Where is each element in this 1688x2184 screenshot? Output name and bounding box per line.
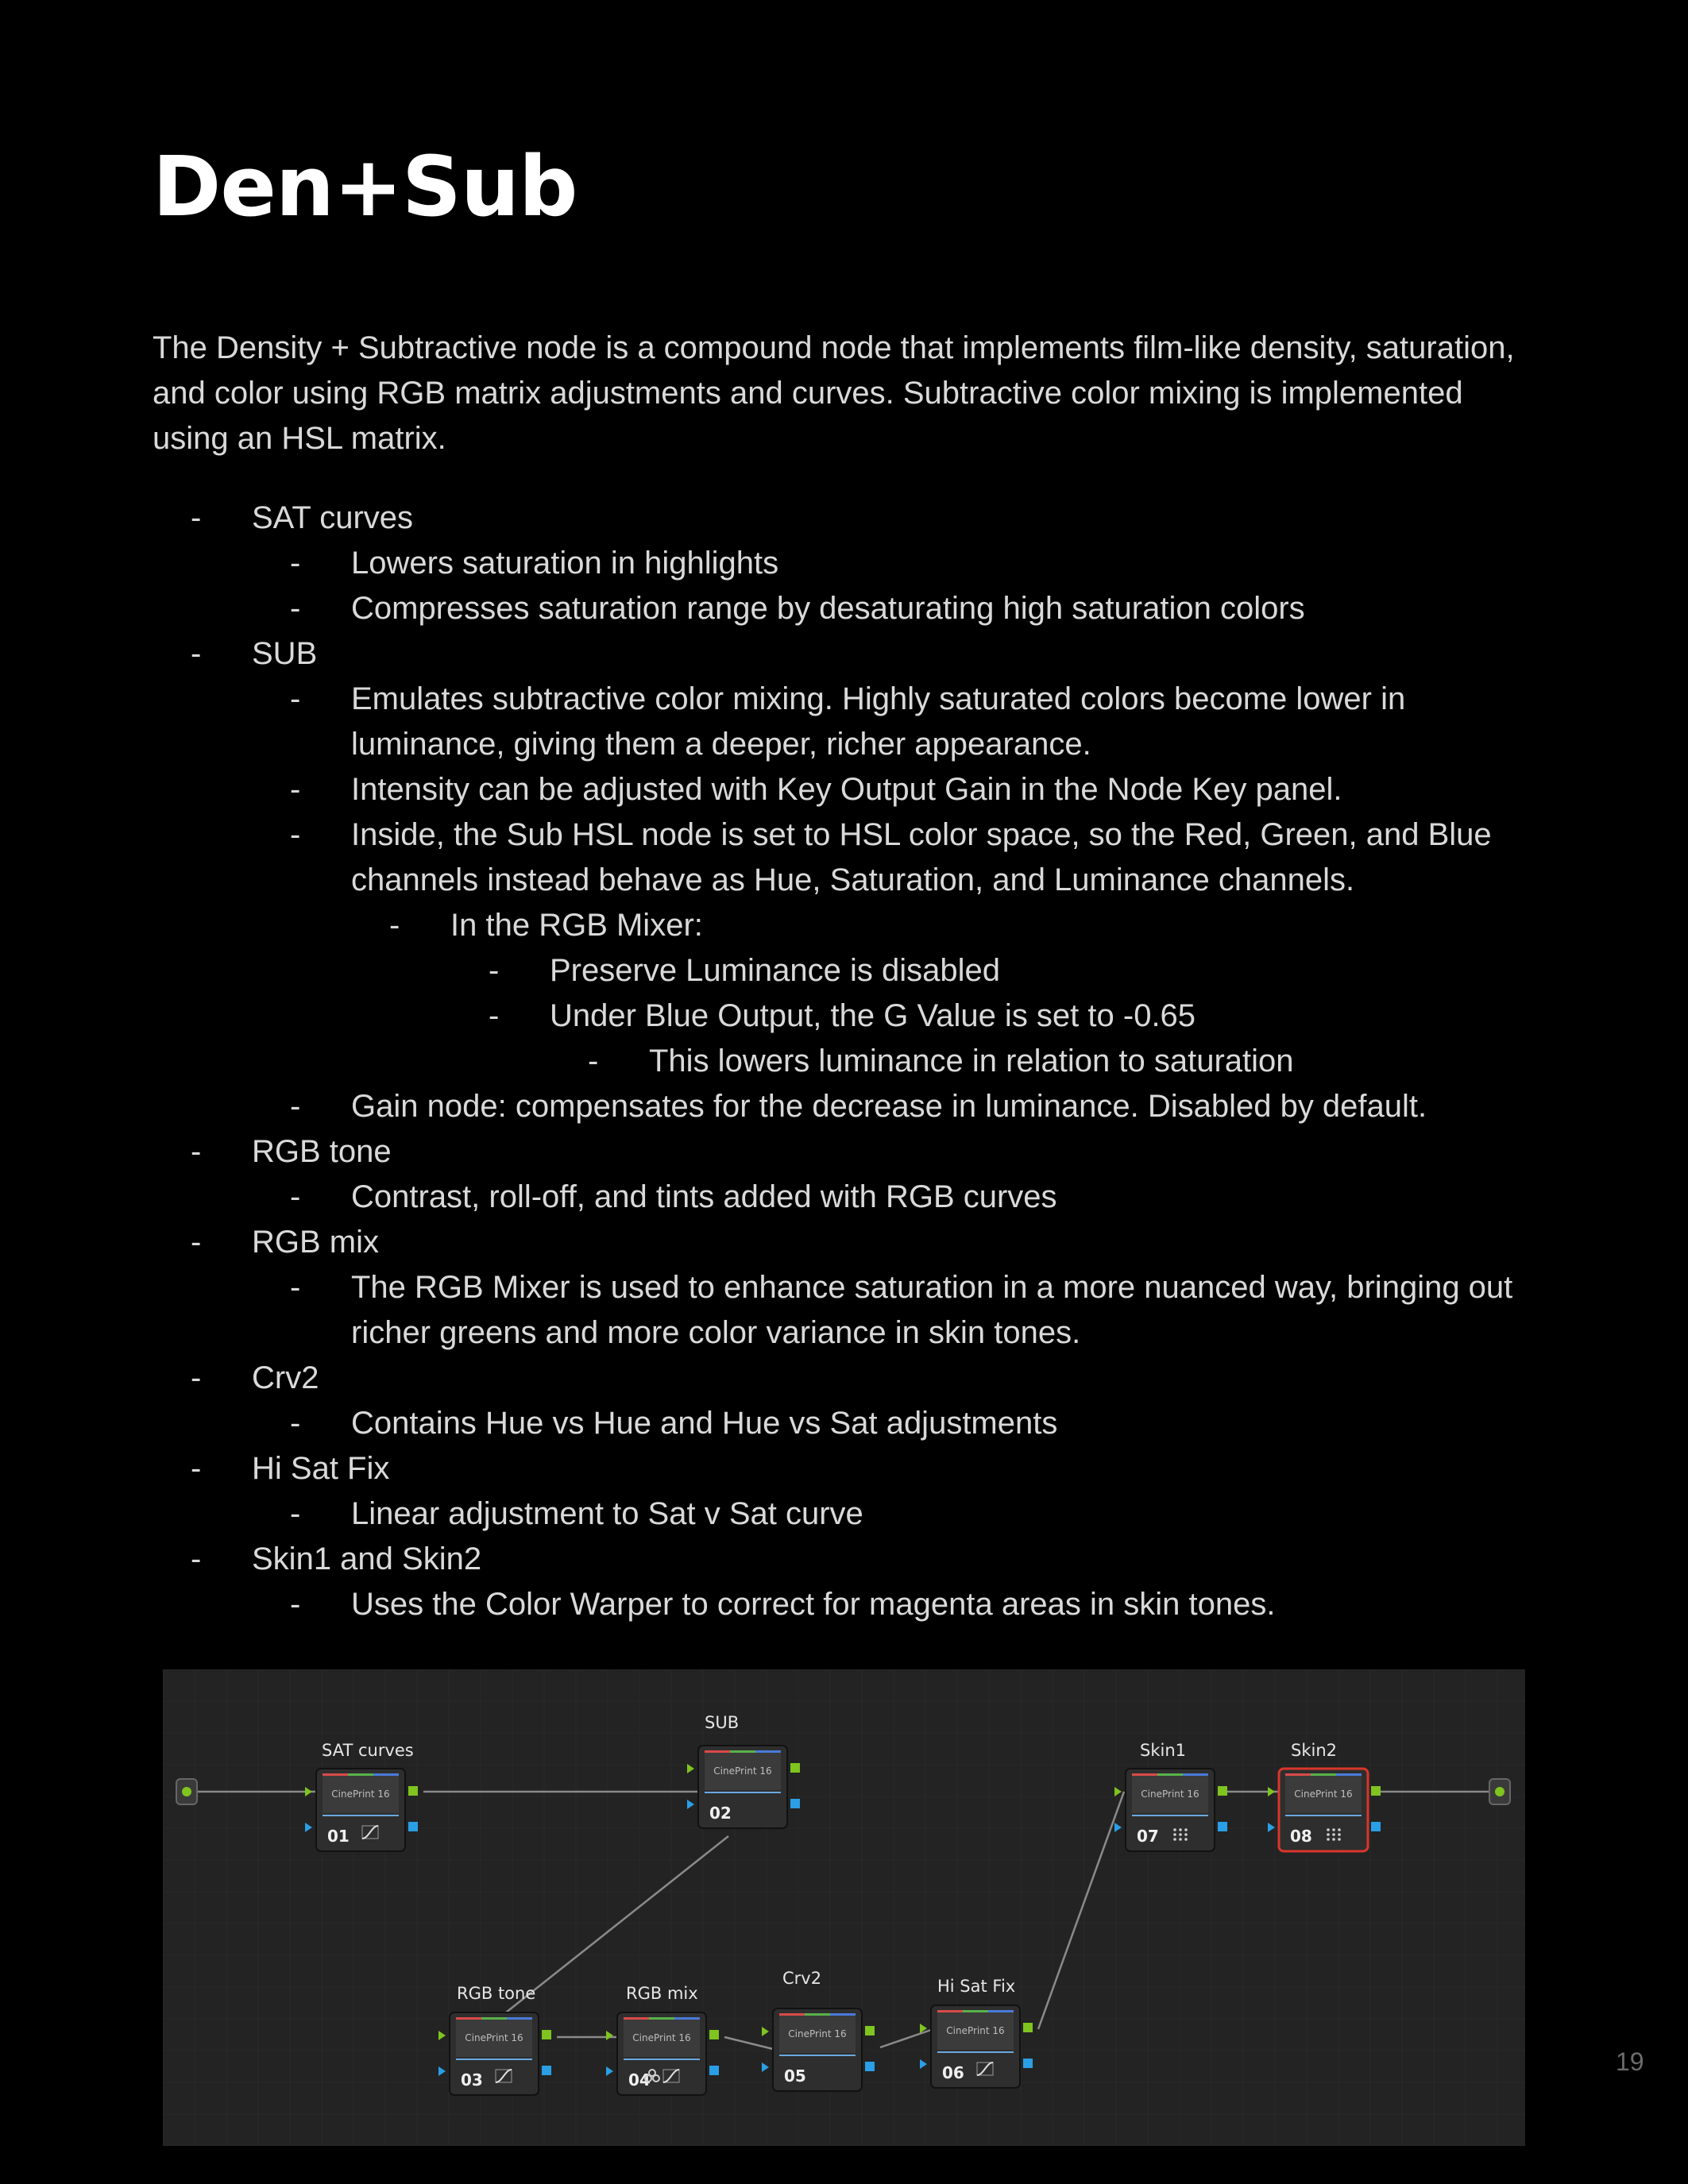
outline-item — [153, 1537, 1535, 1582]
node-channel-bar — [830, 2013, 856, 2016]
outline-item — [153, 994, 1535, 1039]
warper-dot — [1327, 1833, 1330, 1836]
warper-dot — [1173, 1828, 1176, 1831]
bullet-dash: - — [290, 681, 301, 716]
outline-item-text: SAT curves — [252, 500, 414, 535]
outline-item — [153, 586, 1535, 631]
outline-item — [153, 1356, 1535, 1401]
outline-item — [153, 1129, 1535, 1175]
output-port-rgb — [709, 2030, 719, 2039]
node-channel-bar — [323, 1773, 348, 1776]
node-lut-label: CinePrint 16 — [632, 2032, 691, 2043]
graph-terminal-dot — [182, 1787, 191, 1796]
outline-item-text: SUB — [252, 636, 318, 671]
warper-dot — [1184, 1838, 1188, 1841]
warper-dot — [1173, 1838, 1176, 1841]
intro-paragraph: The Density + Subtractive node is a compound node that implements film-like density, saturation, and color using RGB matrix adjustments and curves. Subtractive color mixing is implemented using an HSL matrix. — [153, 330, 1515, 456]
outline-item — [153, 1084, 1535, 1129]
outline-item — [153, 948, 1535, 994]
warper-dot — [1327, 1838, 1330, 1841]
output-port-rgb — [865, 2026, 875, 2035]
outline-item-text: RGB mix — [252, 1225, 379, 1260]
bullet-dash: - — [191, 1225, 202, 1260]
bullet-dash: - — [290, 1587, 301, 1622]
node-number: 04 — [628, 2070, 651, 2089]
node-label: Hi Sat Fix — [937, 1977, 1016, 1996]
bullet-dash: - — [290, 1406, 301, 1441]
node-channel-bar — [988, 2010, 1014, 2012]
outline-item-text: Hi Sat Fix — [252, 1451, 390, 1486]
warper-dot — [1332, 1828, 1335, 1831]
node-label: Skin2 — [1291, 1741, 1337, 1760]
outline-item-text: Emulates subtractive color mixing. Highly saturated colors become lower in luminance, giving them a deeper, richer appearance. — [351, 681, 1406, 762]
node-number: 01 — [327, 1827, 350, 1846]
bullet-dash: - — [191, 500, 202, 535]
bullet-dash: - — [290, 1179, 301, 1214]
node-channel-bar — [348, 1773, 373, 1776]
node-label: Skin1 — [1140, 1741, 1186, 1760]
outline-item-text: Lowers saturation in highlights — [351, 546, 779, 581]
warper-dot — [1179, 1828, 1182, 1831]
outline-item-text: Skin1 and Skin2 — [252, 1542, 482, 1576]
node-channel-bar — [937, 2010, 963, 2012]
node-channel-bar — [705, 1750, 730, 1753]
outline-item — [153, 1039, 1535, 1084]
bullet-dash: - — [191, 636, 202, 671]
bullet-dash: - — [290, 817, 301, 852]
node-channel-bar — [1285, 1773, 1311, 1776]
node-channel-bar — [373, 1773, 399, 1776]
node-number: 06 — [942, 2063, 964, 2082]
bullet-dash: - — [290, 1496, 301, 1531]
node-lut-label: CinePrint 16 — [465, 2032, 523, 2043]
node-channel-bar — [755, 1750, 781, 1753]
outline-item-text: Crv2 — [252, 1360, 319, 1395]
outline-item-text: This lowers luminance in relation to saturation — [649, 1044, 1294, 1078]
outline-item — [153, 767, 1535, 812]
outline-item-text: The RGB Mixer is used to enhance saturation in a more nuanced way, bringing out richer greens and more color variance in skin tones. — [351, 1270, 1513, 1350]
warper-dot — [1173, 1833, 1176, 1836]
bullet-dash: - — [588, 1044, 599, 1078]
graph-terminal-dot — [1495, 1787, 1505, 1796]
bullet-outline — [153, 496, 1535, 1627]
outline-item — [153, 1401, 1535, 1446]
bullet-dash: - — [290, 772, 301, 807]
warper-dot — [1184, 1833, 1188, 1836]
outline-item-text: Uses the Color Warper to correct for magenta areas in skin tones. — [351, 1587, 1276, 1622]
node-channel-bar — [481, 2017, 507, 2020]
node-channel-bar — [1311, 1773, 1336, 1776]
node-number: 07 — [1137, 1827, 1159, 1846]
warper-dot — [1179, 1838, 1182, 1841]
output-port-key — [865, 2062, 875, 2071]
output-port-rgb — [1218, 1786, 1227, 1796]
output-port-key — [709, 2066, 719, 2075]
bullet-dash: - — [290, 1270, 301, 1305]
output-port-rgb — [408, 1786, 418, 1796]
outline-item — [153, 1265, 1535, 1356]
warper-dot — [1184, 1828, 1188, 1831]
output-port-rgb — [1023, 2023, 1033, 2032]
node-channel-bar — [624, 2017, 649, 2020]
outline-item-text: Compresses saturation range by desaturating high saturation colors — [351, 591, 1305, 626]
node-channel-bar — [963, 2010, 988, 2012]
warper-dot — [1332, 1833, 1335, 1836]
node-lut-label: CinePrint 16 — [788, 2028, 847, 2039]
node-channel-bar — [456, 2017, 481, 2020]
bullet-dash: - — [290, 1089, 301, 1124]
outline-item — [153, 541, 1535, 586]
node-lut-label: CinePrint 16 — [1141, 1788, 1199, 1800]
node-01 — [305, 1741, 418, 1851]
node-channel-bar — [507, 2017, 532, 2020]
warper-icon — [1173, 1828, 1188, 1841]
outline-item-text: Linear adjustment to Sat v Sat curve — [351, 1496, 863, 1531]
outline-item — [153, 903, 1535, 948]
outline-item-text: Contrast, roll-off, and tints added with RGB curves — [351, 1179, 1057, 1214]
outline-item — [153, 1175, 1535, 1220]
node-label: SUB — [705, 1713, 740, 1732]
outline-item-text: Under Blue Output, the G Value is set to -0.65 — [550, 998, 1196, 1033]
bullet-dash: - — [489, 998, 500, 1033]
warper-dot — [1338, 1833, 1341, 1836]
bullet-dash: - — [191, 1451, 202, 1486]
node-channel-bar — [730, 1750, 755, 1753]
output-port-key — [1371, 1822, 1381, 1831]
output-port-rgb — [542, 2030, 551, 2039]
output-port-key — [408, 1822, 418, 1831]
node-channel-bar — [1157, 1773, 1183, 1776]
node-channel-bar — [1183, 1773, 1208, 1776]
node-label: SAT curves — [322, 1741, 414, 1760]
outline-item — [153, 1446, 1535, 1491]
node-label: RGB tone — [457, 1984, 536, 2003]
node-number: 05 — [784, 2066, 806, 2086]
node-channel-bar — [805, 2013, 830, 2016]
output-port-key — [542, 2066, 551, 2075]
outline-item — [153, 812, 1535, 903]
node-channel-bar — [674, 2017, 700, 2020]
node-channel-bar — [649, 2017, 674, 2020]
warper-dot — [1327, 1828, 1330, 1831]
bullet-dash: - — [191, 1542, 202, 1576]
node-graph-screenshot — [163, 1669, 1525, 2146]
node-lut-label: CinePrint 16 — [946, 2025, 1005, 2036]
outline-item-text: Preserve Luminance is disabled — [550, 953, 1000, 988]
node-label: RGB mix — [626, 1984, 698, 2003]
warper-icon — [1327, 1828, 1341, 1841]
output-port-rgb — [790, 1763, 800, 1773]
outline-item — [153, 1582, 1535, 1627]
bullet-dash: - — [290, 546, 301, 581]
warper-dot — [1332, 1838, 1335, 1841]
output-port-key — [1023, 2059, 1033, 2068]
node-number: 08 — [1290, 1827, 1312, 1846]
output-port-rgb — [1371, 1786, 1381, 1796]
node-number: 02 — [709, 1804, 732, 1823]
outline-item-text: Inside, the Sub HSL node is set to HSL color space, so the Red, Green, and Blue channels instead behave as Hue, Saturation, and Luminance channels. — [351, 817, 1492, 897]
outline-item — [153, 1491, 1535, 1537]
outline-item — [153, 677, 1535, 767]
outline-item — [153, 631, 1535, 677]
node-channel-bar — [779, 2013, 805, 2016]
warper-dot — [1338, 1838, 1341, 1841]
node-channel-bar — [1132, 1773, 1157, 1776]
node-channel-bar — [1336, 1773, 1362, 1776]
bullet-dash: - — [290, 591, 301, 626]
node-number: 03 — [461, 2070, 483, 2089]
outline-item-text: Contains Hue vs Hue and Hue vs Sat adjustments — [351, 1406, 1058, 1441]
bullet-dash: - — [389, 908, 400, 943]
node-lut-label: CinePrint 16 — [713, 1765, 772, 1777]
bullet-dash: - — [489, 953, 500, 988]
outline-item-text: RGB tone — [252, 1134, 392, 1169]
node-label: Crv2 — [782, 1969, 822, 1988]
output-port-key — [1218, 1822, 1227, 1831]
node-lut-label: CinePrint 16 — [331, 1788, 390, 1800]
outline-item-text: In the RGB Mixer: — [450, 908, 703, 943]
bullet-dash: - — [191, 1360, 202, 1395]
outline-item-text: Intensity can be adjusted with Key Output Gain in the Node Key panel. — [351, 772, 1342, 807]
outline-item — [153, 496, 1535, 541]
warper-dot — [1338, 1828, 1341, 1831]
page-number: 19 — [1616, 2047, 1644, 2076]
warper-dot — [1179, 1833, 1182, 1836]
page-title: Den+Sub — [153, 138, 577, 235]
node-lut-label: CinePrint 16 — [1294, 1788, 1353, 1800]
outline-item — [153, 1220, 1535, 1265]
outline-item-text: Gain node: compensates for the decrease in luminance. Disabled by default. — [351, 1089, 1427, 1124]
bullet-dash: - — [191, 1134, 202, 1169]
output-port-key — [790, 1799, 800, 1808]
